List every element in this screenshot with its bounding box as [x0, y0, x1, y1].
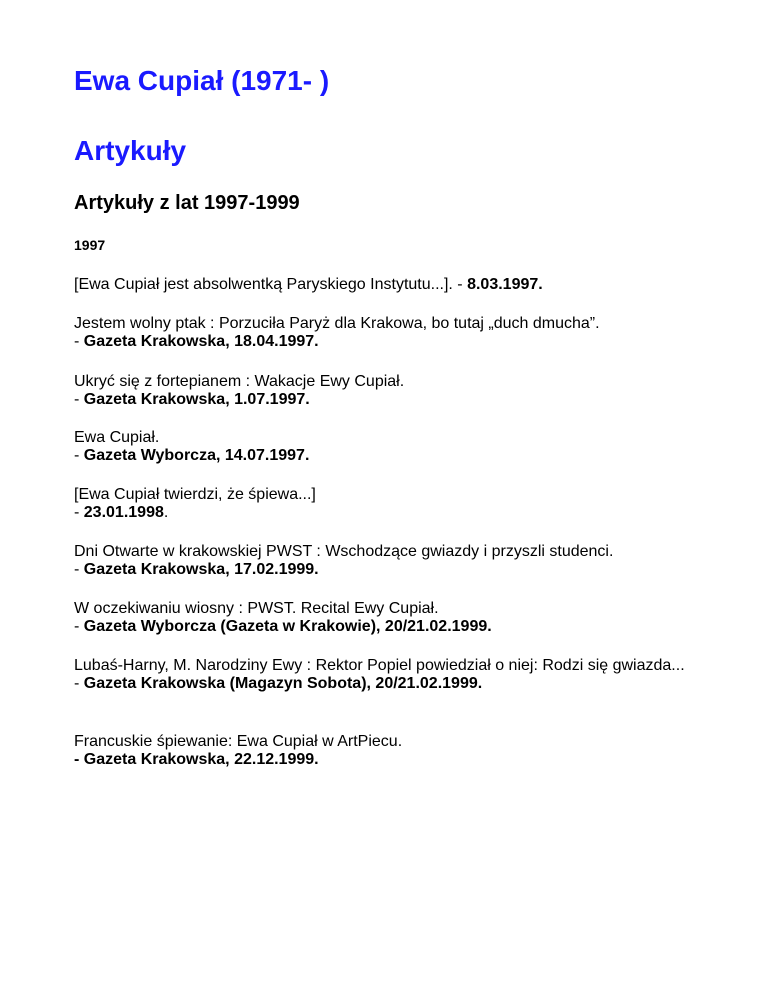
document-title: Ewa Cupiał (1971- ) — [74, 65, 330, 96]
article-entry — [74, 543, 714, 579]
article-source: - Gazeta Krakowska, 22.12.1999. — [74, 751, 319, 768]
subsection-heading: Artykuły z lat 1997-1999 — [74, 192, 300, 214]
article-suffix: . — [163, 504, 169, 521]
article-source: Gazeta Wyborcza, 14.07.1997. — [83, 447, 310, 464]
article-entry — [74, 429, 714, 465]
article-source-line — [74, 504, 714, 522]
article-title: Ukryć się z fortepianem : Wakacje Ewy Cupiał. — [74, 373, 405, 390]
article-dash: - — [74, 391, 84, 408]
article-source: Gazeta Wyborcza (Gazeta w Krakowie), 20/21.02.1999. — [83, 618, 492, 635]
article-dash: - — [74, 333, 84, 350]
article-title: Francuskie śpiewanie: Ewa Cupiał w ArtPiecu. — [74, 733, 403, 750]
article-entry — [74, 276, 714, 294]
article-source: Gazeta Krakowska, 1.07.1997. — [83, 391, 310, 408]
year-heading: 1997 — [74, 237, 106, 253]
article-entry — [74, 657, 714, 693]
article-dash: - — [74, 447, 84, 464]
article-source: 8.03.1997. — [467, 276, 543, 293]
article-title: Jestem wolny ptak : Porzuciła Paryż dla Krakowa, bo tutaj „duch dmucha”. — [74, 315, 600, 332]
article-title: [Ewa Cupiał jest absolwentką Paryskiego Instytutu...]. - — [74, 276, 468, 293]
article-entry — [74, 733, 714, 769]
article-source-line — [74, 751, 714, 769]
article-entry — [74, 486, 714, 522]
article-entry — [74, 315, 714, 351]
article-source-line — [74, 561, 714, 579]
article-title: Dni Otwarte w krakowskiej PWST : Wschodzące gwiazdy i przyszli studenci. — [74, 543, 614, 560]
article-source: Gazeta Krakowska, 18.04.1997. — [83, 333, 319, 350]
article-entry — [74, 373, 714, 409]
article-title: Ewa Cupiał. — [74, 429, 160, 446]
article-title: W oczekiwaniu wiosny : PWST. Recital Ewy Cupiał. — [74, 600, 439, 617]
article-source-line — [74, 675, 714, 693]
article-source: 23.01.1998 — [83, 504, 164, 521]
article-source: Gazeta Krakowska (Magazyn Sobota), 20/21.02.1999. — [83, 675, 483, 692]
article-title: [Ewa Cupiał twierdzi, że śpiewa...] — [74, 486, 316, 503]
section-heading: Artykuły — [74, 135, 187, 166]
article-source-line — [74, 447, 714, 465]
article-dash: - — [74, 561, 84, 578]
article-title: Lubaś-Harny, M. Narodziny Ewy : Rektor Popiel powiedział o niej: Rodzi się gwiazda... — [74, 657, 685, 674]
article-source-line — [74, 333, 714, 351]
article-dash: - — [74, 618, 84, 635]
article-source: Gazeta Krakowska, 17.02.1999. — [83, 561, 319, 578]
article-source-line — [74, 618, 714, 636]
article-entry — [74, 600, 714, 636]
article-dash: - — [74, 675, 84, 692]
article-dash: - — [74, 504, 84, 521]
article-source-line — [74, 391, 714, 409]
